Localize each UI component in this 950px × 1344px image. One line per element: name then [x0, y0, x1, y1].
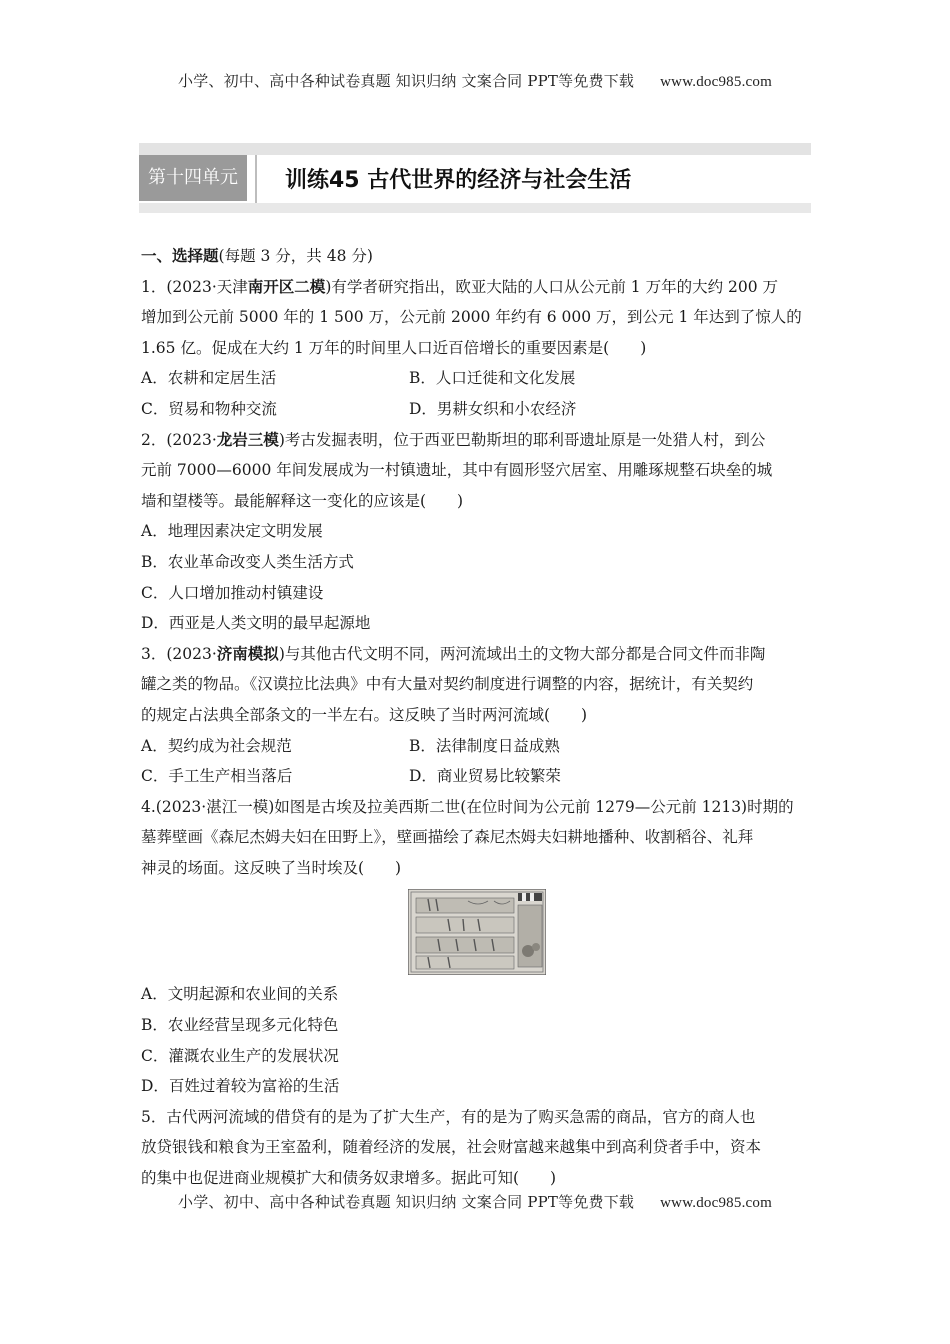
- question-number: 5．: [141, 1107, 167, 1126]
- question-source-bold: 南开区二模: [247, 277, 326, 296]
- question-line: 增加到公元前 5000 年的 1 500 万，公元前 2000 年约有 6 000 万，到公元 1 年达到了惊人的: [141, 308, 802, 327]
- option-row: [141, 731, 811, 762]
- option-row: [141, 394, 811, 425]
- site-banner-bottom: [0, 1191, 950, 1212]
- question-source: (2023·: [166, 430, 217, 449]
- header-top-bar: [139, 143, 811, 155]
- question-line: 墙和望楼等。最能解释这一变化的应该是( ): [141, 491, 464, 510]
- option-a[interactable]: A．地理因素决定文明发展: [141, 522, 323, 541]
- question-text: 有学者研究指出，欧亚大陆的人口从公元前 1 万年的大约 200 万: [331, 277, 779, 296]
- section-title-note: (每题 3 分，共 48 分): [218, 247, 373, 265]
- question-4: [141, 792, 811, 1102]
- tomb-mural-image: [408, 889, 546, 975]
- question-3: [141, 639, 811, 792]
- option-d[interactable]: D．百姓过着较为富裕的生活: [141, 1077, 340, 1096]
- question-1: [141, 272, 811, 425]
- option-c[interactable]: C．手工生产相当落后: [141, 767, 293, 786]
- question-text: 与其他古代文明不同，两河流域出土的文物大部分都是合同文件而非陶: [284, 644, 766, 663]
- section-title-label: 一、选择题: [141, 247, 219, 265]
- question-text: 考古发掘表明，位于西亚巴勒斯坦的耶利哥遗址原是一处猎人村，到公: [284, 430, 766, 449]
- option-row: [141, 761, 811, 792]
- question-line: [141, 425, 811, 456]
- question-line: [141, 792, 811, 823]
- option-c[interactable]: C．灌溉农业生产的发展状况: [141, 1046, 339, 1065]
- page-title: 训练45 古代世界的经济与社会生活: [285, 168, 632, 193]
- question-line: 的集中也促进商业规模扩大和债务奴隶增多。据此可知( ): [141, 1169, 557, 1188]
- question-line: 罐之类的物品。《汉谟拉比法典》中有大量对契约制度进行调整的内容，据统计，有关契约: [141, 675, 754, 694]
- question-2: [141, 425, 811, 639]
- banner-text: 小学、初中、高中各种试卷真题 知识归纳 文案合同 PPT等免费下载: [178, 72, 635, 90]
- question-text: 古代两河流域的借贷有的是为了扩大生产，有的是为了购买急需的商品，官方的商人也: [166, 1107, 756, 1126]
- question-source-end: ): [325, 277, 332, 296]
- question-number: 4.: [141, 797, 156, 816]
- option-b[interactable]: B．法律制度日益成熟: [409, 736, 560, 755]
- question-source-bold: 龙岩三模: [216, 430, 279, 449]
- question-line: [141, 1102, 811, 1133]
- option-d[interactable]: D．商业贸易比较繁荣: [409, 767, 561, 786]
- question-line: [141, 639, 811, 670]
- figure-wrap: [141, 883, 811, 979]
- unit-header: [139, 143, 811, 213]
- option-b[interactable]: B．人口迁徙和文化发展: [409, 369, 576, 388]
- question-source-end: ): [278, 430, 285, 449]
- option-b[interactable]: B．农业革命改变人类生活方式: [141, 552, 354, 571]
- header-divider: [255, 155, 257, 203]
- option-a[interactable]: A．文明起源和农业间的关系: [141, 985, 339, 1004]
- question-source: (2023·湛江一模): [155, 797, 275, 816]
- question-line: 墓葬壁画《森尼杰姆夫妇在田野上》，壁画描绘了森尼杰姆夫妇耕地播种、收割稻谷、礼拜: [141, 828, 754, 847]
- question-line: 1.65 亿。促成在大约 1 万年的时间里人口近百倍增长的重要因素是( ): [141, 338, 647, 357]
- question-line: 神灵的场面。这反映了当时埃及( ): [141, 858, 402, 877]
- exam-content: [141, 241, 811, 1194]
- question-line: [141, 272, 811, 303]
- question-source: (2023·天津: [166, 277, 248, 296]
- question-line: 元前 7000—6000 年间发展成为一村镇遗址，其中有圆形竖穴居室、用雕琢规整石块垒的城: [141, 461, 773, 480]
- option-row: [141, 363, 811, 394]
- question-text: 如图是古埃及拉美西斯二世(在位时间为公元前 1279—公元前 1213)时期的: [274, 797, 794, 816]
- question-5: [141, 1102, 811, 1194]
- site-banner-top: [0, 70, 950, 91]
- header-bottom-bar: [139, 203, 811, 213]
- unit-label: 第十四单元: [139, 155, 247, 201]
- option-d[interactable]: D．西亚是人类文明的最早起源地: [141, 614, 371, 633]
- question-line: 的规定占法典全部条文的一半左右。这反映了当时两河流域( ): [141, 705, 588, 724]
- option-d[interactable]: D．男耕女织和小农经济: [409, 399, 577, 418]
- question-source-bold: 济南模拟: [216, 644, 279, 663]
- option-a[interactable]: A．农耕和定居生活: [141, 369, 277, 388]
- question-number: 1．: [141, 277, 167, 296]
- option-b[interactable]: B．农业经营呈现多元化特色: [141, 1016, 339, 1035]
- option-c[interactable]: C．贸易和物种交流: [141, 399, 277, 418]
- option-c[interactable]: C．人口增加推动村镇建设: [141, 583, 324, 602]
- banner-url[interactable]: www.doc985.com: [660, 1195, 772, 1211]
- question-source-end: ): [278, 644, 285, 663]
- question-number: 2．: [141, 430, 167, 449]
- question-source: (2023·: [166, 644, 217, 663]
- banner-url[interactable]: www.doc985.com: [660, 74, 772, 90]
- option-a[interactable]: A．契约成为社会规范: [141, 736, 292, 755]
- section-title: [141, 241, 811, 272]
- question-number: 3．: [141, 644, 167, 663]
- question-line: 放贷银钱和粮食为王室盈利，随着经济的发展，社会财富越来越集中到高利贷者手中，资本: [141, 1138, 762, 1157]
- banner-text: 小学、初中、高中各种试卷真题 知识归纳 文案合同 PPT等免费下载: [178, 1193, 635, 1211]
